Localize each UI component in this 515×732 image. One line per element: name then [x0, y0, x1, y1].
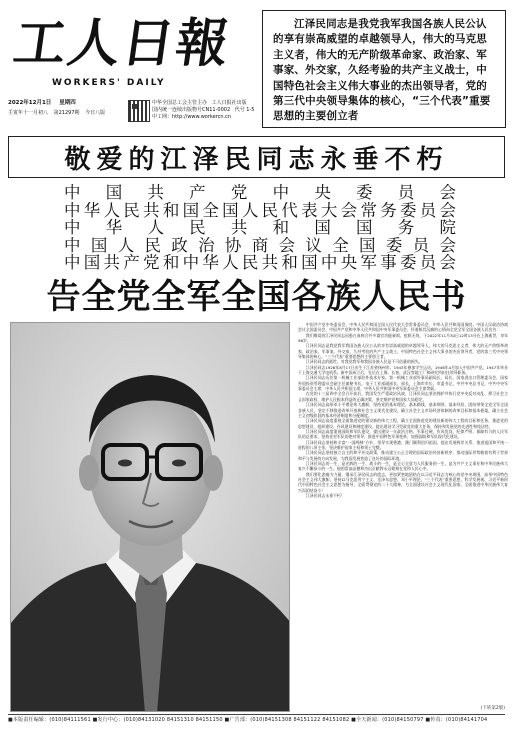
- continue-note: (下转第2版): [480, 706, 505, 711]
- issue-weekday: 星期四: [59, 100, 76, 106]
- issuer-line: 中华人民共和国国务院: [64, 218, 456, 238]
- body-text: [298, 322, 508, 712]
- body-paragraph: 江泽民同志永垂不朽！: [305, 493, 345, 498]
- body-paragraph: 江泽民同志高举邓小平理论伟大旗帜，坚持党的基本理论、基本路线、基本纲领、基本经验，团结带领全党全军全国各族人民，坚定不移推进改革开放和社会主义现代化建设，确立社会主义市场经济体制的改革目标和基本框架，确立社会主义初级阶段的基本经济制度和分配制度。: [298, 402, 508, 418]
- headline-banner-text: 敬爱的江泽民同志永垂不朽: [64, 144, 449, 175]
- body-paragraph: 江泽民同志是我党我军我国各族人民公认的享有崇高威望的卓越领导人，伟大的马克思主义者，伟大的无产阶级革命家、政治家、军事家、外交家，久经考验的共产主义战士，中国特色社会主义伟大事业的杰出领导者，党的第三代中央领导集体的核心，“三个代表”重要思想的主要创立者。: [298, 343, 508, 360]
- issue-date: 2022年12月1日: [8, 100, 52, 106]
- issuer-line: 中国共产党和中华人民共和国中央军事委员会: [64, 253, 456, 273]
- body-paragraph: 中国共产党中央委员会、中华人民共和国全国人民代表大会常务委员会、中华人民共和国国务院、中国人民政治协商会议全国委员会、中国共产党和中华人民共和国中央军事委员会，怀着极其沉痛的心情向全党全军全国各族人民宣告：: [298, 322, 508, 333]
- body-paragraph: 江泽民同志的一生，是光辉的一生、战斗的一生，是全心全意为人民服务的一生，是为共产主义事业和中华民族伟大复兴不懈奋斗的一生。他的崇高品德和杰出贡献将永远铭刻在党和人民心中。: [298, 460, 508, 472]
- body-paragraph: 江泽民同志1926年8月17日出生于江苏省扬州市。1943年参加学生运动，1946年4月加入中国共产党。1947年毕业于上海交通大学电机系。新中国成立后，先后在上海、长春、武汉等地工厂和研究所担任领导职务。: [298, 364, 508, 376]
- main-title: 告全党全军全国各族人民书: [46, 277, 467, 317]
- portrait-photo: [10, 322, 290, 712]
- registration-number: 国内统一连续出版物号CN11-0002: [152, 107, 231, 113]
- lunar-date: 壬寅年十一月初八: [8, 110, 49, 116]
- body-paragraph: 江泽民同志的逝世，对我党我军和我国各族人民是不可估量的损失。: [305, 359, 423, 365]
- footer-contact-line: ■本版责任编辑：(010)84111561 ■发行中心：(010)84131020 84151310 84151150 ■广告部：(010)84151308 84151122 84151082 ■全天新闻：(010)84150797 ■传真：(010)84141704: [8, 714, 505, 727]
- body-paragraph: 我们要化悲痛为力量，继承江泽民同志的遗志，更加紧密地团结在以习近平同志为核心的党中央周围，高举中国特色社会主义伟大旗帜，坚持以马克思列宁主义、毛泽东思想、邓小平理论、“三个代表”重要思想、科学发展观、习近平新时代中国特色社会主义思想为指导，全面贯彻党的二十大精神，为全面建设社会主义现代化国家、全面推进中华民族伟大复兴而团结奋斗！: [298, 471, 508, 493]
- masthead-english-name: WORKERS' DAILY: [52, 78, 166, 88]
- body-paragraph: 江泽民同志坚持和丰富“一国两制”方针，领导实现香港、澳门顺利回归祖国，提出发展两岸关系、推进祖国和平统一进程的八项主张，坚决维护国家主权和领土完整。: [298, 439, 508, 450]
- publisher-text: 工人日报社出版: [211, 100, 247, 106]
- body-paragraph: 我们敬爱的江泽民同志因患白血病合并多器官功能衰竭，抢救无效，于2022年11月30日12时13分在上海逝世，享年96岁。: [298, 332, 508, 344]
- issue-number: 第21297期: [53, 110, 80, 116]
- body-paragraph: 在党的十三届四中全会召开前后，我国发生严重政治风波，江泽民同志坚决拥护并执行党中央反对动乱、捍卫社会主义国家政权、维护人民根本利益的正确决策，坚定维护党和国家大局稳定。: [298, 391, 508, 402]
- issuing-bodies: [64, 184, 456, 272]
- registration-line: [152, 107, 254, 114]
- issuer-line: 中国共产党中央委员会: [64, 183, 456, 202]
- sponsor-line: [152, 100, 247, 107]
- masthead: [8, 8, 258, 120]
- issuer-line: 中华人民共和国全国人民代表大会常务委员会: [64, 200, 456, 220]
- edition-count: 今日八版: [85, 110, 106, 116]
- body-paragraph: 江泽民同志坚持独立自主的和平外交政策，推动建立公正合理的国际政治经济新秩序，推动国际形势朝着有利于世界和平与发展的方向发展，为我国发展营造了良好的国际环境。: [298, 450, 508, 461]
- body-paragraph: 江泽民同志高度重视国防和军队建设，提出建设一支政治合格、军事过硬、作风优良、纪律严明、保障有力的人民军队的总要求，坚持党对军队的绝对领导，推进中国特色军事变革，加强国防和军队现代化建设。: [298, 428, 508, 440]
- body-paragraph: 江泽民同志高度重视全面推进党的建设新的伟大工程，确立全面推进党的建设新的伟大工程的目标和任务，推进党的思想建设、组织建设、作风建设和制度建设，提出建设学习型政党的重大任务，保持和发展党的先进性和纯洁性。: [298, 418, 508, 429]
- masthead-title: 工人日報: [9, 13, 235, 74]
- body-paragraph: 江泽民同志历任第一机械工业部驻外技术专家、第一机械工业部外事局副局长、局长，国家进出口管理委员会、国家外国投资管理委员会副主任兼秘书长，电子工业部副部长、部长，上海市市长、市委书记，中共中央总书记、中共中央军事委员会主席，中华人民共和国主席、中华人民共和国中央军事委员会主席等职。: [298, 375, 508, 392]
- website-line[interactable]: 中工网：http://www.workercn.cn: [152, 114, 232, 120]
- tribute-quote-text: 江泽民同志是我党我军我国各族人民公认的享有崇高威望的卓越领导人，伟大的马克思主义者，伟大的无产阶级革命家、政治家、军事家、外交家，久经考验的共产主义战士，中国特色社会主义伟大事业的杰出领导者，党的第三代中央领导集体的核心，“三个代表”重要思想的主要创立者: [273, 18, 491, 123]
- issue-info-line: [8, 110, 105, 117]
- sponsor-text: 中华全国总工会主管主办: [152, 100, 208, 106]
- postal-code: 代号 1-5: [234, 107, 255, 113]
- headline-banner: [8, 136, 505, 178]
- date-line: [8, 100, 76, 107]
- tribute-quote-box: [262, 10, 506, 128]
- qr-code: [128, 100, 150, 122]
- portrait-illustration: [11, 323, 290, 712]
- issuer-line: 中国人民政治协商会议全国委员会: [64, 235, 456, 255]
